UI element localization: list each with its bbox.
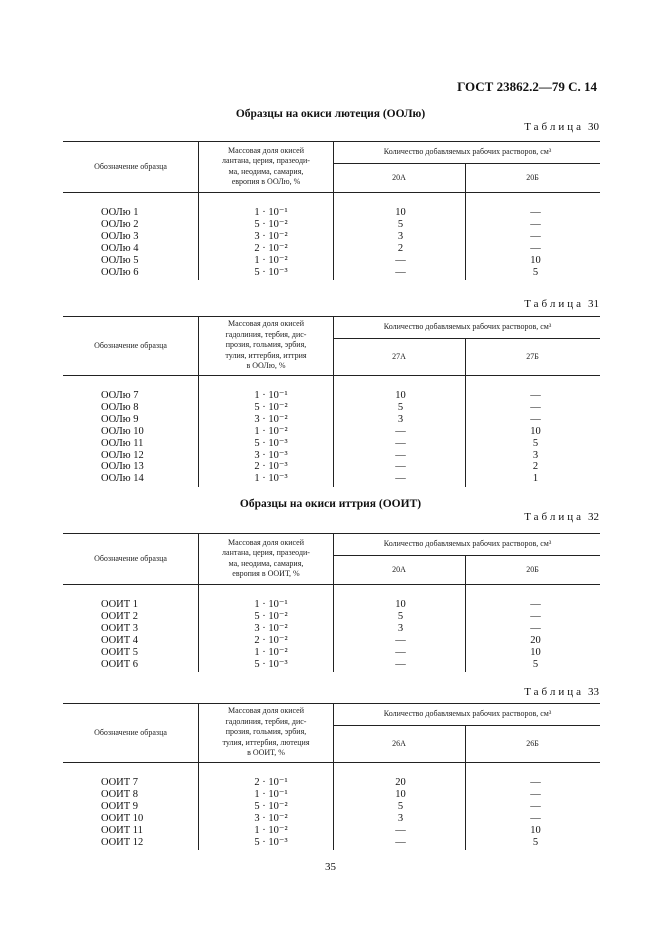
- solution-a-volume: 5: [397, 610, 404, 622]
- solution-b-volume: 5: [532, 658, 539, 670]
- sample-name: ООИТ 10: [101, 812, 144, 824]
- mass-fraction: 5 · 10⁻³: [254, 658, 288, 670]
- solution-b-volume: 10: [530, 254, 541, 266]
- table-header-rule: [63, 584, 600, 585]
- solution-b-volume: —: [530, 610, 541, 622]
- mass-fraction: 1 · 10⁻³: [254, 473, 288, 485]
- table-30: [63, 141, 600, 280]
- solution-b-volume: —: [530, 207, 541, 218]
- table-word: Таблица: [524, 121, 584, 133]
- mass-fraction: 1 · 10⁻²: [254, 254, 288, 266]
- table-top-rule: [63, 141, 600, 142]
- solution-a-volume: —: [395, 473, 406, 485]
- table-32: [63, 533, 600, 672]
- table-column-divider: [333, 316, 334, 487]
- mass-fraction: 5 · 10⁻²: [254, 218, 288, 230]
- table-subheader-rule: [333, 725, 600, 726]
- solution-a-volume: 10: [395, 207, 406, 218]
- mass-fraction: 5 · 10⁻³: [254, 836, 288, 848]
- mass-fraction: 2 · 10⁻³: [254, 461, 288, 473]
- solution-a-volume: 5: [397, 218, 404, 230]
- mass-fraction: 5 · 10⁻³: [254, 437, 288, 449]
- sample-name: ООЛю 10: [101, 425, 144, 437]
- solution-a-volume: 5: [397, 800, 404, 812]
- column-header-solution-b: 26Б: [526, 738, 539, 748]
- solution-b-volume: —: [530, 800, 541, 812]
- column-header-quantity: Количество добавляемых рабочих растворов, см³: [383, 322, 552, 331]
- table-label-33: [524, 686, 599, 698]
- mass-fraction: 3 · 10⁻²: [254, 413, 288, 425]
- sample-name: ООИТ 8: [101, 788, 139, 800]
- table-word: Таблица: [524, 298, 584, 310]
- solution-b-volume: 3: [532, 449, 539, 461]
- table-33: [63, 703, 600, 850]
- solution-b-volume: —: [530, 390, 541, 401]
- table-word: Таблица: [524, 511, 584, 523]
- table-number: 32: [588, 511, 599, 523]
- solution-a-volume: 3: [397, 622, 404, 634]
- column-header-mass-fraction-line: Массовая доля окисей: [228, 537, 304, 547]
- table-header-rule: [63, 192, 600, 193]
- sample-name: ООЛю 9: [101, 413, 139, 425]
- column-header-mass-fraction-line: прозия, гольмия, эрбия,: [225, 340, 307, 350]
- solution-b-volume: —: [530, 599, 541, 610]
- sample-name: ООЛю 8: [101, 401, 139, 413]
- solution-b-volume: —: [530, 242, 541, 254]
- column-header-name: Обозначение образца: [94, 340, 167, 350]
- sample-name: ООИТ 4: [101, 634, 139, 646]
- solution-b-volume: —: [530, 622, 541, 634]
- column-header-mass-fraction: [200, 146, 332, 188]
- solution-b-volume: 10: [530, 824, 541, 836]
- column-header-quantity: Количество добавляемых рабочих растворов, см³: [383, 709, 552, 718]
- solution-a-volume: —: [395, 254, 406, 266]
- solution-b-volume: —: [530, 777, 541, 788]
- column-header-quantity: Количество добавляемых рабочих растворов, см³: [383, 539, 552, 548]
- table-number: 30: [588, 121, 599, 133]
- column-header-solution-b: 20Б: [526, 564, 539, 574]
- mass-fraction: 1 · 10⁻¹: [254, 207, 288, 218]
- mass-fraction: 1 · 10⁻¹: [254, 788, 288, 800]
- sample-name: ООЛю 6: [101, 266, 139, 278]
- solution-a-volume: —: [395, 646, 406, 658]
- sample-name: ООЛю 11: [101, 437, 144, 449]
- solution-a-volume: 10: [395, 599, 406, 610]
- column-header-mass-fraction-line: гадолиния, тербия, дис-: [225, 716, 307, 726]
- table-column-divider: [198, 316, 199, 487]
- sample-name: ООЛю 12: [101, 449, 144, 461]
- column-header-mass-fraction-line: тулия, иттербия, иттрия: [225, 350, 307, 360]
- column-header-solution-a: 27А: [392, 351, 406, 361]
- column-header-mass-fraction-line: в ООИТ, %: [247, 748, 285, 758]
- mass-fraction: 5 · 10⁻²: [254, 800, 288, 812]
- mass-fraction: 1 · 10⁻²: [254, 824, 288, 836]
- sample-name: ООЛю 14: [101, 473, 144, 485]
- table-word: Таблица: [524, 686, 584, 698]
- solution-b-volume: 20: [530, 634, 541, 646]
- table-header-rule: [63, 375, 600, 376]
- column-header-mass-fraction-line: гадолиния, тербия, дис-: [225, 329, 307, 339]
- column-header-solution-b: 27Б: [526, 351, 539, 361]
- solution-b-volume: —: [530, 413, 541, 425]
- table-column-divider: [198, 703, 199, 850]
- mass-fraction: 3 · 10⁻³: [254, 449, 288, 461]
- column-header-solution-a: 26А: [392, 738, 406, 748]
- sample-name: ООЛю 7: [101, 390, 139, 401]
- table-label-32: [524, 511, 599, 523]
- solution-a-volume: 5: [397, 401, 404, 413]
- table-top-rule: [63, 533, 600, 534]
- sample-name: ООИТ 9: [101, 800, 139, 812]
- table-number: 33: [588, 686, 599, 698]
- mass-fraction: 1 · 10⁻²: [254, 646, 288, 658]
- solution-b-volume: —: [530, 788, 541, 800]
- sample-name: ООЛю 1: [101, 207, 139, 218]
- column-header-mass-fraction-line: ма, неодима, самария,: [228, 558, 304, 568]
- solution-a-volume: —: [395, 266, 406, 278]
- solution-b-volume: 10: [530, 425, 541, 437]
- mass-fraction: 1 · 10⁻²: [254, 425, 288, 437]
- table-label-30: [524, 121, 599, 133]
- column-header-name: Обозначение образца: [94, 161, 167, 171]
- solution-a-volume: —: [395, 461, 406, 473]
- sample-name: ООЛю 2: [101, 218, 139, 230]
- column-header-solution-b: 20Б: [526, 172, 539, 182]
- page-number: 35: [325, 861, 336, 873]
- column-header-mass-fraction: [200, 319, 332, 372]
- table-column-divider: [333, 703, 334, 850]
- table-number: 31: [588, 298, 599, 310]
- document-header: ГОСТ 23862.2—79 С. 14: [457, 79, 597, 94]
- solution-a-volume: 3: [397, 413, 404, 425]
- solution-a-volume: 2: [397, 242, 404, 254]
- solution-a-volume: —: [395, 824, 406, 836]
- solution-a-volume: 10: [395, 788, 406, 800]
- mass-fraction: 5 · 10⁻²: [254, 401, 288, 413]
- solution-a-volume: 10: [395, 390, 406, 401]
- column-header-name: Обозначение образца: [94, 553, 167, 563]
- table-31: [63, 316, 600, 487]
- solution-b-volume: 5: [532, 437, 539, 449]
- table-label-31: [524, 298, 599, 310]
- table-column-divider: [333, 141, 334, 280]
- table-column-divider: [333, 533, 334, 672]
- sample-name: ООЛю 3: [101, 230, 139, 242]
- sample-name: ООИТ 3: [101, 622, 139, 634]
- table-subheader-rule: [333, 555, 600, 556]
- column-header-mass-fraction-line: лантана, церия, празеоди-: [222, 548, 310, 557]
- solution-b-volume: —: [530, 218, 541, 230]
- table-header-rule: [63, 762, 600, 763]
- solution-a-volume: —: [395, 449, 406, 461]
- table-subheader-rule: [333, 163, 600, 164]
- sample-name: ООЛю 5: [101, 254, 139, 266]
- column-header-mass-fraction-line: ма, неодима, самария,: [228, 166, 304, 176]
- sample-name: ООИТ 2: [101, 610, 139, 622]
- mass-fraction: 2 · 10⁻¹: [254, 777, 288, 788]
- sample-name: ООЛю 4: [101, 242, 139, 254]
- solution-a-volume: 3: [397, 812, 404, 824]
- sample-name: ООЛю 13: [101, 461, 144, 473]
- column-header-mass-fraction: [200, 706, 332, 759]
- solution-b-volume: —: [530, 812, 541, 824]
- solution-a-volume: —: [395, 437, 406, 449]
- solution-b-volume: 5: [532, 266, 539, 278]
- column-header-mass-fraction-line: Массовая доля окисей: [228, 145, 304, 155]
- sample-name: ООИТ 1: [101, 599, 139, 610]
- mass-fraction: 2 · 10⁻²: [254, 634, 288, 646]
- solution-b-volume: —: [530, 230, 541, 242]
- table-subheader-rule: [333, 338, 600, 339]
- column-header-mass-fraction-line: европия в ООЛю, %: [231, 177, 301, 186]
- column-header-solution-a: 20А: [392, 172, 406, 182]
- table-top-rule: [63, 316, 600, 317]
- solution-b-volume: 2: [532, 461, 539, 473]
- mass-fraction: 5 · 10⁻²: [254, 610, 288, 622]
- column-header-mass-fraction-line: Массовая доля окисей: [228, 319, 304, 329]
- section-title-lutetium: Образцы на окиси лютеция (ООЛю): [235, 108, 426, 120]
- table-column-divider: [198, 141, 199, 280]
- mass-fraction: 1 · 10⁻¹: [254, 599, 288, 610]
- solution-b-volume: —: [530, 401, 541, 413]
- solution-b-volume: 5: [532, 836, 539, 848]
- column-header-mass-fraction: [200, 538, 332, 580]
- solution-a-volume: —: [395, 658, 406, 670]
- column-header-quantity: Количество добавляемых рабочих растворов, см³: [383, 147, 552, 156]
- solution-b-volume: 10: [530, 646, 541, 658]
- sample-name: ООИТ 11: [101, 824, 143, 836]
- mass-fraction: 3 · 10⁻²: [254, 622, 288, 634]
- solution-a-volume: 20: [395, 777, 406, 788]
- table-column-divider: [198, 533, 199, 672]
- column-header-mass-fraction-line: лантана, церия, празеоди-: [222, 156, 310, 165]
- table-top-rule: [63, 703, 600, 704]
- mass-fraction: 1 · 10⁻¹: [254, 390, 288, 401]
- mass-fraction: 3 · 10⁻²: [254, 230, 288, 242]
- solution-a-volume: —: [395, 425, 406, 437]
- solution-a-volume: 3: [397, 230, 404, 242]
- sample-name: ООИТ 12: [101, 836, 144, 848]
- column-header-mass-fraction-line: прозия, гольмия, эрбия,: [225, 727, 307, 737]
- sample-name: ООИТ 7: [101, 777, 139, 788]
- mass-fraction: 2 · 10⁻²: [254, 242, 288, 254]
- solution-b-volume: 1: [532, 473, 539, 485]
- column-header-mass-fraction-line: в ООЛю, %: [246, 361, 286, 371]
- column-header-mass-fraction-line: тулия, иттербия, лютеция: [222, 737, 310, 747]
- solution-a-volume: —: [395, 836, 406, 848]
- mass-fraction: 3 · 10⁻²: [254, 812, 288, 824]
- column-header-mass-fraction-line: европия в ООИТ, %: [232, 569, 300, 578]
- sample-name: ООИТ 6: [101, 658, 139, 670]
- column-header-solution-a: 20А: [392, 564, 406, 574]
- column-header-mass-fraction-line: Массовая доля окисей: [228, 706, 304, 716]
- sample-name: ООИТ 5: [101, 646, 139, 658]
- solution-a-volume: —: [395, 634, 406, 646]
- section-title-yttrium: Образцы на окиси иттрия (ООИТ): [239, 498, 422, 510]
- column-header-name: Обозначение образца: [94, 727, 167, 737]
- mass-fraction: 5 · 10⁻³: [254, 266, 288, 278]
